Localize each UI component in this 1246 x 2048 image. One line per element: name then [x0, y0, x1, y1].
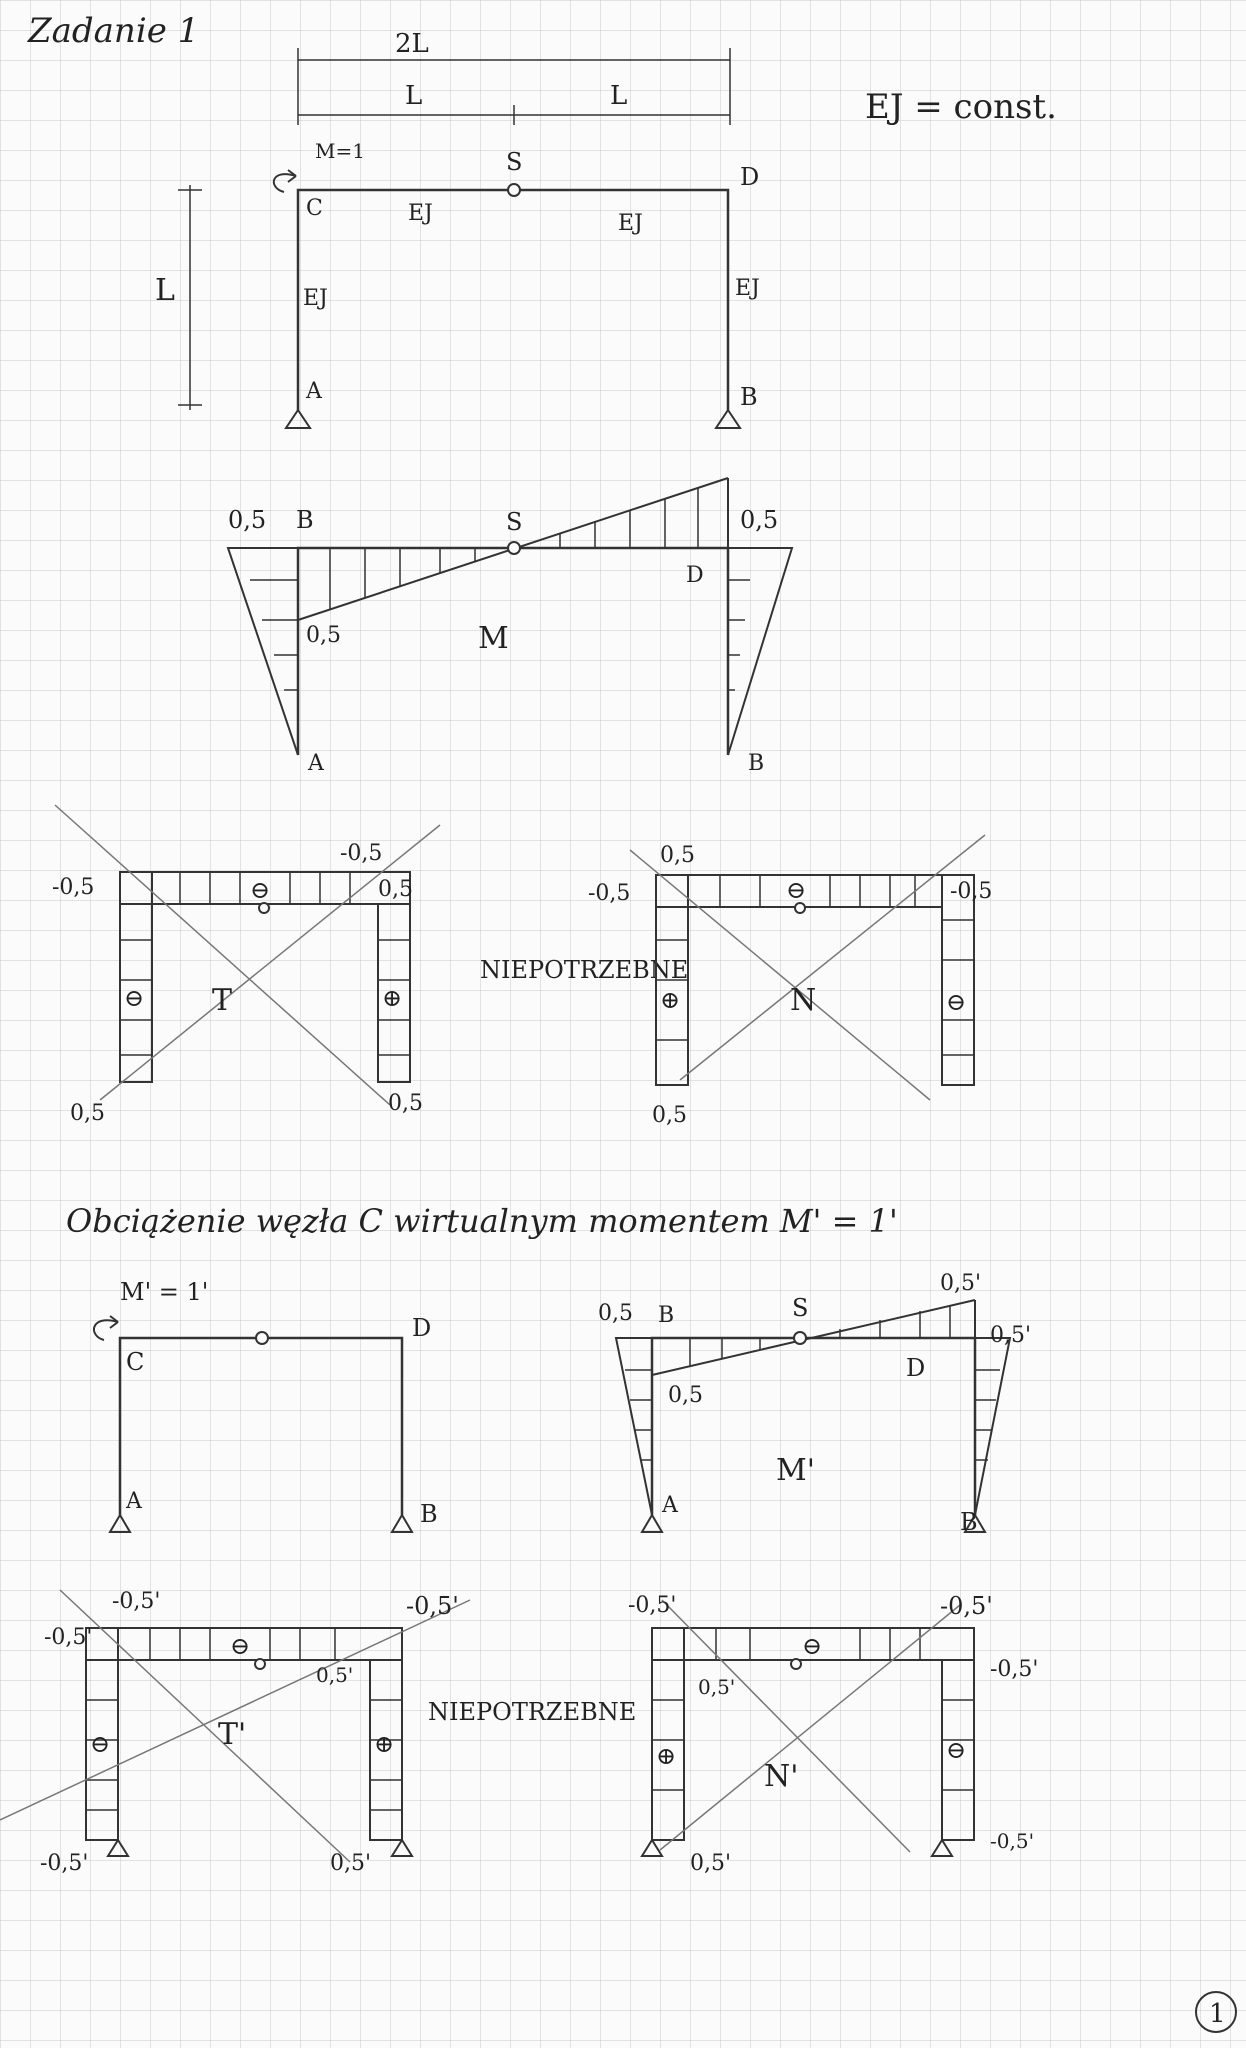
- m2-top-right-value: 0,5': [940, 1271, 982, 1296]
- node-b: B: [740, 383, 758, 411]
- n-sign-top: ⊖: [786, 876, 807, 904]
- dim-l-right: L: [610, 81, 628, 111]
- m2-node-bb: B: [960, 1508, 978, 1536]
- n2-bottom-left-value: 0,5': [690, 1851, 732, 1876]
- t2-bottom-left-value: -0,5': [40, 1851, 89, 1876]
- n-sign-right: ⊖: [946, 988, 967, 1016]
- n2-sign-right: ⊖: [946, 1736, 967, 1764]
- f2-node-b: B: [420, 1500, 438, 1528]
- m2-left-value: 0,5: [598, 1301, 633, 1326]
- n-top-right-value: -0,5: [950, 879, 993, 904]
- f2-node-c: C: [126, 1348, 145, 1376]
- n2-diagram-label: N': [764, 1759, 799, 1794]
- n-top-left-value: -0,5: [588, 881, 631, 906]
- n2-bottom-right-value: -0,5': [990, 1829, 1035, 1853]
- t2-top-left-value: -0,5': [44, 1625, 93, 1650]
- t-top-value: -0,5: [340, 841, 383, 866]
- m2-diagram-label: M': [776, 1453, 815, 1488]
- t-sign-right: ⊕: [382, 984, 403, 1012]
- m-mid-value: 0,5: [306, 623, 341, 648]
- t2-sign-right: ⊕: [374, 1730, 395, 1758]
- node-c: C: [306, 196, 323, 221]
- m2-node-b: B: [658, 1303, 675, 1328]
- n-sign-left: ⊕: [660, 986, 681, 1014]
- m-node-s: S: [506, 508, 523, 536]
- m-node-bb: B: [748, 751, 765, 776]
- unneeded-note-1: NIEPOTRZEBNE: [480, 956, 689, 984]
- t2-mid-value: 0,5': [316, 1663, 354, 1687]
- n2-top-right-value: -0,5': [940, 1592, 993, 1620]
- t2-top-value: -0,5': [112, 1589, 161, 1614]
- m2-node-d: D: [906, 1354, 926, 1382]
- moment-label: M=1: [315, 139, 365, 163]
- virtual-moment-label: M' = 1': [120, 1278, 209, 1306]
- m2-node-s: S: [792, 1294, 809, 1322]
- node-d: D: [740, 163, 760, 191]
- f2-node-a: A: [126, 1489, 142, 1514]
- f2-node-d: D: [412, 1314, 432, 1342]
- ej-sd: EJ: [618, 211, 643, 236]
- ej-ca: EJ: [303, 286, 328, 311]
- m2-right-value: 0,5': [990, 1323, 1032, 1348]
- m-left-value: 0,5: [228, 506, 267, 534]
- n2-sign-top: ⊖: [802, 1632, 823, 1660]
- m-node-d: D: [686, 563, 704, 588]
- section-heading: Obciążenie węzła C wirtualnym momentem M' = 1': [66, 1202, 898, 1240]
- node-a: A: [306, 379, 322, 404]
- t-top-left-value: -0,5: [52, 875, 95, 900]
- t-diagram-label: T: [212, 983, 233, 1018]
- page-title: Zadanie 1: [28, 11, 200, 51]
- n-bottom-left-value: 0,5: [652, 1103, 687, 1128]
- t2-diagram-label: T': [218, 1717, 247, 1752]
- m-node-b: B: [296, 506, 314, 534]
- ej-cs: EJ: [408, 201, 433, 226]
- n2-mid-value: 0,5': [698, 1675, 736, 1699]
- n-top-value: 0,5: [660, 843, 695, 868]
- n2-top-value: -0,5': [628, 1593, 677, 1618]
- m-right-value: 0,5: [740, 506, 779, 534]
- n-diagram-label: N: [790, 983, 817, 1018]
- t2-top-right-value: -0,5': [406, 1592, 459, 1620]
- ej-db: EJ: [735, 276, 760, 301]
- t-sign-top: ⊖: [250, 876, 271, 904]
- dim-l-left: L: [405, 81, 423, 111]
- n2-right-value: -0,5': [990, 1657, 1039, 1682]
- m2-node-a: A: [662, 1493, 678, 1518]
- t2-sign-top: ⊖: [230, 1632, 251, 1660]
- stiffness-note: EJ = const.: [865, 87, 1057, 127]
- dim-height: L: [155, 273, 175, 308]
- unneeded-note-2: NIEPOTRZEBNE: [428, 1698, 637, 1726]
- m2-mid-value: 0,5: [668, 1383, 703, 1408]
- t-bottom-left-value: 0,5: [70, 1101, 105, 1126]
- t-sign-left: ⊖: [124, 984, 145, 1012]
- dim-2l: 2L: [395, 29, 429, 59]
- t-bottom-right-value: 0,5: [388, 1091, 423, 1116]
- t2-bottom-right-value: 0,5': [330, 1851, 372, 1876]
- t-top-right-value: 0,5: [378, 877, 413, 902]
- m-diagram-label: M: [478, 621, 509, 656]
- page-number: 1: [1209, 1999, 1226, 2029]
- t2-sign-left: ⊖: [90, 1730, 111, 1758]
- n2-sign-left: ⊕: [656, 1742, 677, 1770]
- node-s: S: [506, 148, 523, 176]
- m-node-a: A: [308, 751, 324, 776]
